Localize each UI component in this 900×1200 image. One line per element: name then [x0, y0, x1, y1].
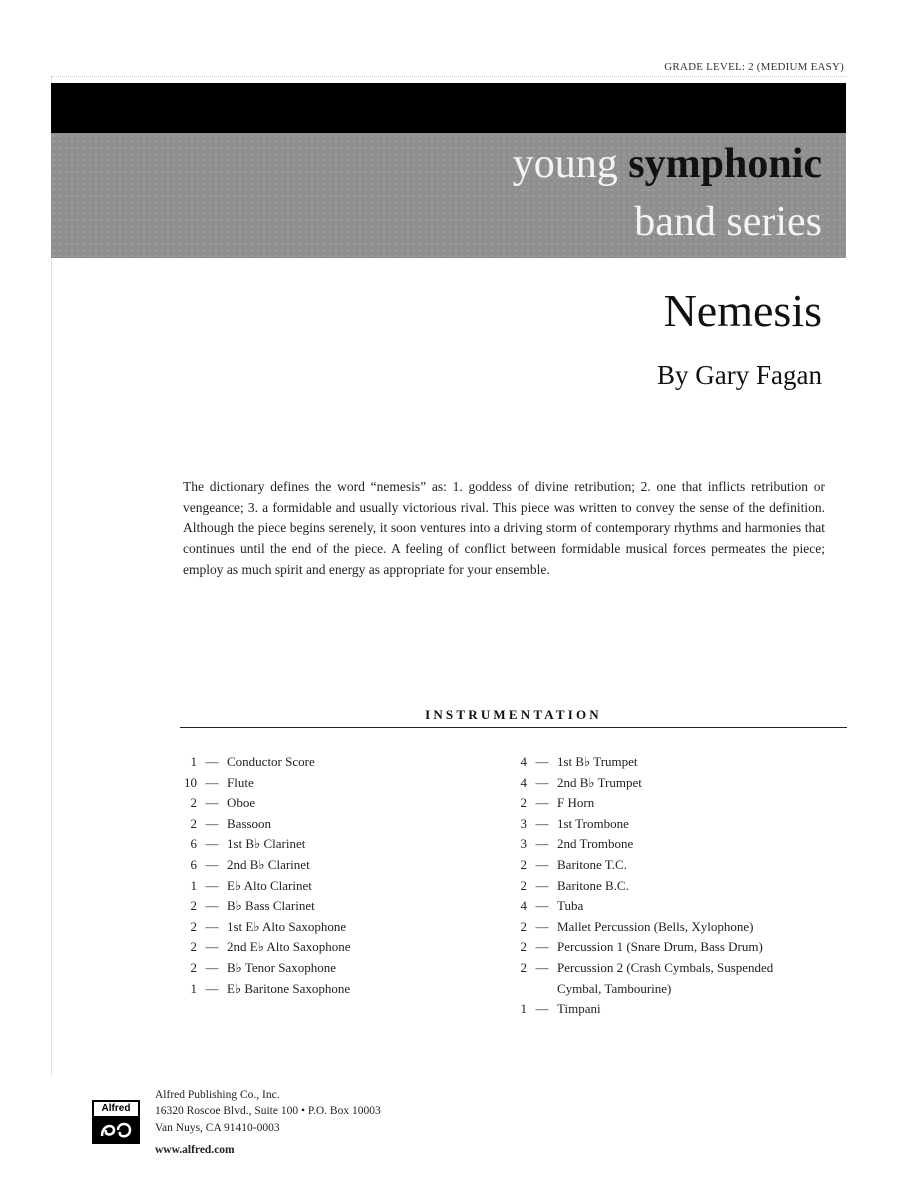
instrument-name: Flute — [227, 774, 254, 790]
instrument-name: E♭ Alto Clarinet — [227, 877, 312, 893]
instrument-qty: 2 — [190, 918, 197, 934]
instrument-dash: — — [205, 898, 219, 914]
instrument-row-continuation — [510, 979, 830, 1000]
instrument-qty: 2 — [520, 856, 527, 872]
instrument-name: 2nd E♭ Alto Saxophone — [227, 939, 351, 955]
instrument-dash: — — [535, 877, 549, 893]
instrument-qty: 6 — [190, 856, 197, 872]
series-word-young: young — [512, 141, 618, 187]
instrument-qty: 2 — [190, 795, 197, 811]
instrument-row — [510, 752, 830, 773]
instrument-qty: 3 — [520, 815, 527, 831]
instrument-qty: 4 — [520, 898, 527, 914]
instrument-dash: — — [205, 815, 219, 831]
instrument-qty: 2 — [520, 918, 527, 934]
instrument-qty: 1 — [520, 1001, 527, 1017]
instrument-name: Percussion 2 (Crash Cymbals, Suspended — [557, 959, 774, 975]
instrument-row — [510, 855, 830, 876]
instrument-dash: — — [535, 856, 549, 872]
instrument-dash: — — [205, 939, 219, 955]
instrument-dash: — — [535, 918, 549, 934]
instrument-row — [180, 752, 490, 773]
instrument-name: Bassoon — [227, 815, 272, 831]
instrument-row — [510, 937, 830, 958]
instrument-name: Oboe — [227, 795, 256, 811]
series-title-line2: band series — [634, 199, 822, 245]
instrument-qty: 4 — [520, 774, 527, 790]
instrumentation-column-right — [510, 752, 830, 1020]
instrument-qty: 10 — [184, 774, 197, 790]
page-guide-horizontal — [51, 76, 847, 77]
publisher-info — [155, 1087, 381, 1158]
header-black-band — [51, 83, 846, 133]
instrument-name: B♭ Tenor Saxophone — [227, 959, 336, 975]
instrument-qty: 2 — [190, 815, 197, 831]
instrument-name: Timpani — [557, 1001, 601, 1017]
instrument-name: Conductor Score — [227, 754, 315, 769]
instrument-qty: 2 — [520, 795, 527, 811]
instrument-dash: — — [205, 856, 219, 872]
instrumentation-column-left — [180, 752, 490, 999]
instrument-row — [510, 834, 830, 855]
instrument-row — [510, 876, 830, 897]
instrument-row — [180, 937, 490, 958]
instrument-row — [510, 793, 830, 814]
piece-title: Nemesis — [663, 285, 822, 336]
instrument-row — [180, 814, 490, 835]
publisher-name: Alfred Publishing Co., Inc. — [155, 1089, 280, 1101]
instrument-qty: 1 — [190, 877, 197, 893]
instrument-row — [180, 896, 490, 917]
instrument-row — [180, 876, 490, 897]
publisher-website-link[interactable]: www.alfred.com — [155, 1143, 235, 1156]
instrument-name: 1st E♭ Alto Saxophone — [227, 918, 347, 934]
instrument-row — [180, 793, 490, 814]
instrument-dash: — — [535, 1001, 549, 1017]
alfred-logo — [92, 1100, 140, 1144]
instrument-qty: 2 — [520, 959, 527, 975]
publisher-address-line2: Van Nuys, CA 91410-0003 — [155, 1121, 280, 1134]
instrument-row — [510, 917, 830, 938]
instrument-dash: — — [205, 877, 219, 893]
instrument-row — [510, 958, 830, 979]
instrument-qty: 2 — [520, 877, 527, 893]
instrument-row — [180, 834, 490, 855]
instrument-qty: 1 — [190, 980, 197, 996]
instrument-dash-blank — [527, 979, 557, 1000]
instrument-dash: — — [535, 959, 549, 975]
instrument-dash: — — [535, 939, 549, 955]
series-banner — [51, 133, 846, 258]
instrument-name: 2nd B♭ Trumpet — [557, 774, 642, 790]
instrument-name: 1st B♭ Clarinet — [227, 836, 306, 852]
instrument-name: Mallet Percussion (Bells, Xylophone) — [557, 918, 754, 934]
instrument-dash: — — [205, 795, 219, 811]
instrument-qty: 2 — [190, 898, 197, 914]
instrument-name: F Horn — [557, 795, 595, 811]
instrument-dash: — — [205, 774, 219, 790]
instrument-row — [180, 917, 490, 938]
instrument-row — [510, 896, 830, 917]
instrument-dash: — — [535, 754, 549, 769]
instrument-row — [180, 855, 490, 876]
instrument-dash: — — [535, 795, 549, 811]
instrument-dash: — — [535, 836, 549, 852]
instrument-row — [180, 773, 490, 794]
instrument-name: 1st B♭ Trumpet — [557, 754, 638, 769]
instrument-name: 2nd B♭ Clarinet — [227, 856, 310, 872]
instrument-qty: 4 — [520, 754, 527, 769]
grade-level: GRADE LEVEL: 2 (MEDIUM EASY) — [664, 61, 844, 73]
publisher-address-line1: 16320 Roscoe Blvd., Suite 100 • P.O. Box 10003 — [155, 1105, 381, 1118]
program-notes: The dictionary defines the word “nemesis” as: 1. goddess of divine retribution; 2. one that inflicts retribution or vengeance; 3. a formidable and usually victorious rival. This piece was written to convey the sense of the definition. Although the piece begins serenely, it soon ventures into a driving storm of contemporary rhythms and harmonies that continues until the end of the piece. A feeling of conflict between formidable musical forces permeates the piece; employ as much spirit and energy as appropriate for your ensemble. — [183, 479, 825, 577]
instrument-name: 1st Trombone — [557, 815, 629, 831]
series-title-line1 — [513, 143, 822, 185]
instrument-qty — [510, 979, 527, 1000]
instrument-row — [180, 979, 490, 1000]
piece-composer: By Gary Fagan — [657, 360, 822, 390]
instrument-dash: — — [205, 836, 219, 852]
alfred-logo-mark-icon — [94, 1118, 138, 1142]
instrument-row — [510, 814, 830, 835]
instrument-name: B♭ Bass Clarinet — [227, 898, 315, 914]
instrument-qty: 3 — [520, 836, 527, 852]
instrument-qty: 1 — [190, 754, 197, 769]
instrument-name: Tuba — [557, 898, 584, 914]
alfred-logo-text: Alfred — [94, 1102, 138, 1118]
instrument-name: Baritone T.C. — [557, 856, 627, 872]
instrument-dash: — — [535, 815, 549, 831]
instrument-dash: — — [205, 754, 219, 769]
alfred-logo-emblem — [94, 1118, 138, 1142]
instrument-qty: 2 — [190, 939, 197, 955]
instrument-row — [180, 958, 490, 979]
instrument-qty: 2 — [520, 939, 527, 955]
instrument-qty: 6 — [190, 836, 197, 852]
instrumentation-heading: INSTRUMENTATION — [425, 707, 602, 722]
instrument-dash: — — [205, 980, 219, 996]
instrument-name: Percussion 1 (Snare Drum, Bass Drum) — [557, 939, 763, 955]
instrument-name: 2nd Trombone — [557, 836, 634, 852]
instrumentation-rule — [180, 727, 847, 728]
instrument-dash: — — [205, 918, 219, 934]
instrument-name: Cymbal, Tambourine) — [557, 980, 672, 996]
instrument-qty: 2 — [190, 959, 197, 975]
instrument-row — [510, 999, 830, 1020]
instrument-dash: — — [205, 959, 219, 975]
instrument-name: E♭ Baritone Saxophone — [227, 980, 351, 996]
instrument-dash: — — [535, 774, 549, 790]
instrument-dash: — — [535, 898, 549, 914]
instrument-row — [510, 773, 830, 794]
series-word-symphonic: symphonic — [628, 141, 822, 187]
instrument-name: Baritone B.C. — [557, 877, 629, 893]
